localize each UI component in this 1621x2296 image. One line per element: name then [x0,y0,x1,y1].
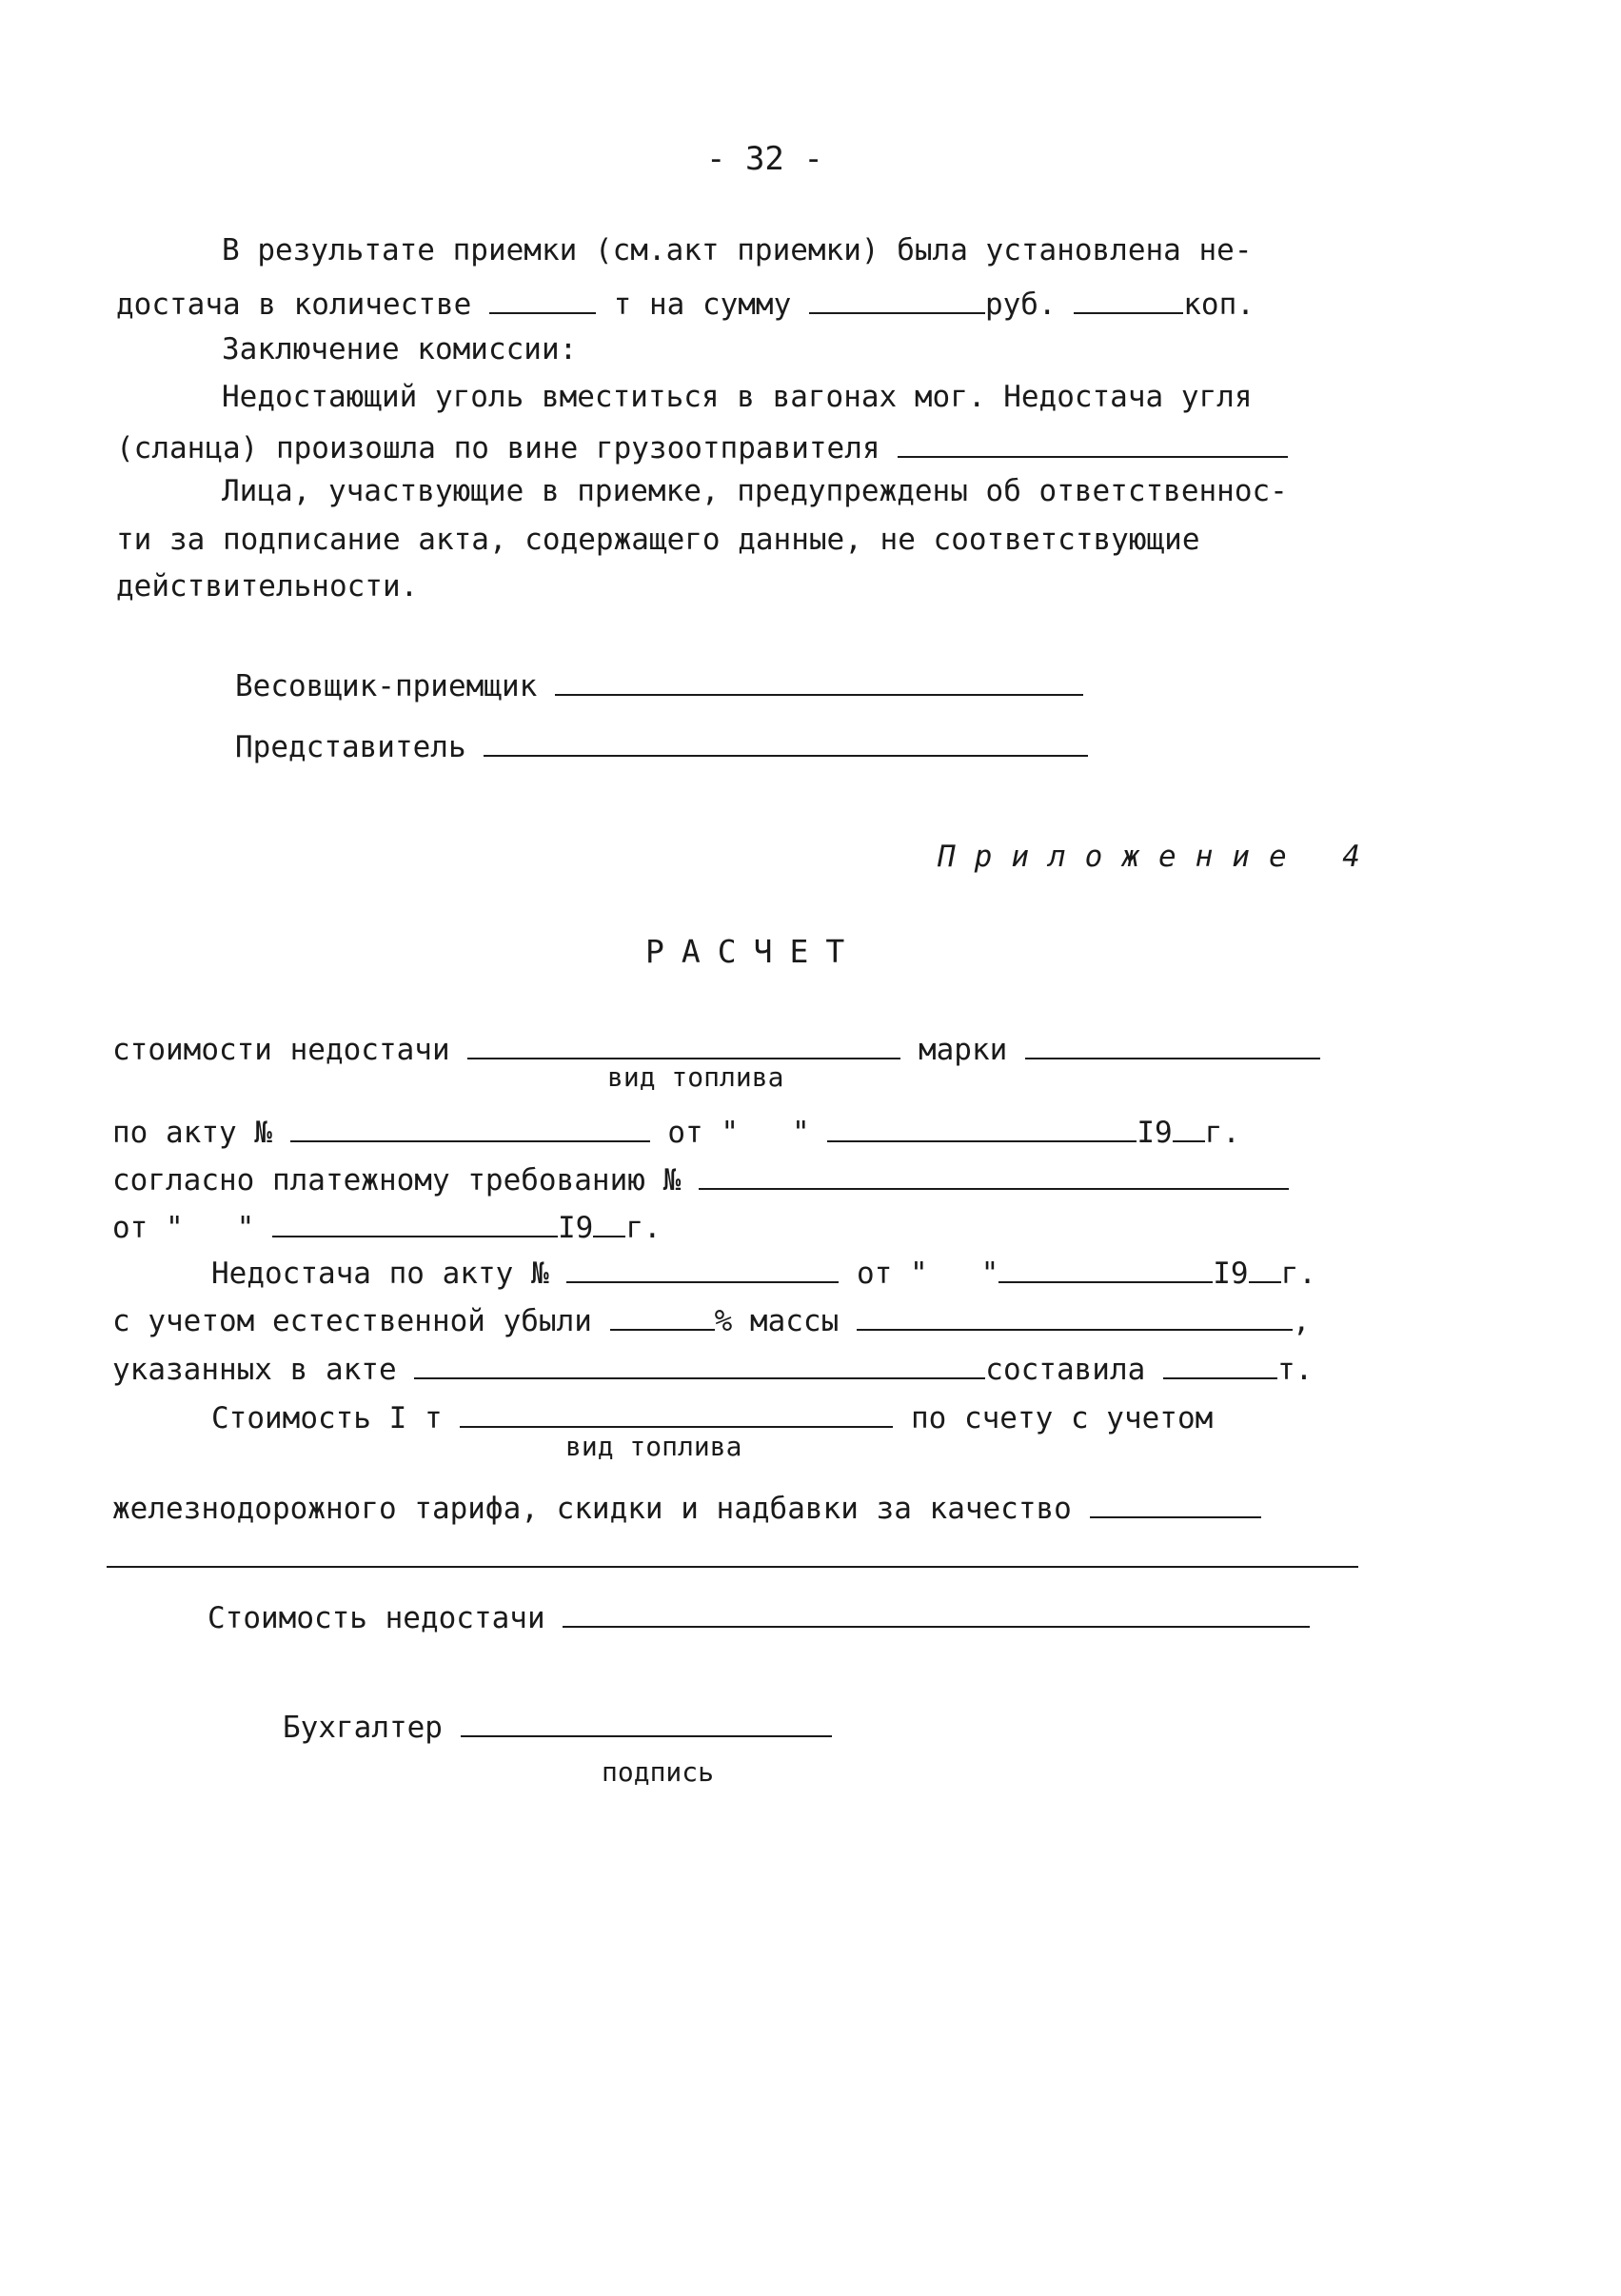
accountant-signature-field [461,1709,832,1737]
shortage-act-year-suffix: г. [1280,1257,1316,1291]
tariff-label: железнодорожного тарифа, скидки и надбавки за качество [112,1492,1072,1526]
calc-row-natural-loss [112,1302,1311,1336]
calc-row-unit-cost [211,1399,1213,1434]
representative-label: Представитель [235,730,466,764]
grade-field [1025,1031,1320,1059]
tons-label: т. [1276,1353,1314,1387]
representative-signature-field [484,728,1088,757]
cost-of-shortage-label: стоимости недостачи [112,1033,450,1067]
shortage-quantity-field [489,286,596,314]
warning-line-2: ти за подписание акта, содержащего данные, не соответствующие [116,523,1200,557]
per-invoice-label: по счету с учетом [910,1401,1214,1435]
warning-line-3: действительности. [116,569,419,604]
calc-row-total [208,1599,1310,1633]
natural-loss-percent-field [610,1302,715,1331]
tariff-field [1090,1490,1261,1518]
unit-cost-label: Стоимость I т [211,1401,443,1435]
act-number-field [290,1114,650,1142]
conclusion-line-1: Недостающий уголь вместиться в вагонах мог. Недостача угля [222,380,1253,414]
shortage-quantity-label: достача в количестве [116,287,472,322]
shortage-act-date-field [998,1255,1213,1283]
calc-row-cost [112,1031,1320,1065]
tariff-continuation-line [107,1566,1358,1568]
conclusion-heading: Заключение комиссии: [222,332,578,366]
conclusion-line-2 [116,429,1288,464]
shortage-act-year-prefix: I9 [1213,1257,1249,1291]
act-year-prefix: I9 [1137,1116,1173,1150]
shortage-act-label: Недостача по акту № [211,1257,549,1291]
shortage-act-date-label: от " " [856,1257,999,1291]
representative-signature-line [235,728,1088,762]
fuel-type-caption: вид топлива [607,1061,784,1093]
natural-loss-label: с учетом естественной убыли [112,1304,592,1338]
weigher-label: Весовщик-приемщик [235,669,538,703]
payment-year-suffix: г. [625,1211,662,1245]
rubles-label: руб. [984,287,1057,322]
payment-year-field [593,1209,625,1237]
signature-caption: подпись [602,1756,715,1788]
shortage-act-year-field [1249,1255,1281,1283]
fuel-type-field [467,1031,900,1059]
payment-demand-label: согласно платежному требованию № [112,1163,682,1197]
page-number: - 32 - [706,140,823,178]
shortage-kopecks-field [1074,286,1183,314]
act-date-label: от " " [667,1116,810,1150]
calc-row-tariff [112,1490,1261,1524]
act-year-suffix: г. [1204,1116,1240,1150]
act-number-label: по акту № [112,1116,272,1150]
shipper-fault-label: (сланца) произошла по вине грузоотправителя [116,431,880,465]
appendix-label: Приложение 4 [938,840,1379,874]
calculation-title: РАСЧЕТ [645,933,862,970]
shortage-rubles-field [809,286,985,314]
shortage-cost-label: Стоимость недостачи [208,1601,545,1635]
payment-date-label: от " " [112,1211,255,1245]
weigher-signature-line [235,667,1083,702]
calc-row-payment-date [112,1209,662,1243]
mass-field [857,1302,1293,1331]
shortage-cost-field [563,1599,1310,1628]
amounted-label: составила [985,1353,1146,1387]
shortage-act-number-field [566,1255,839,1283]
accountant-signature-line [283,1709,832,1743]
accountant-label: Бухгалтер [283,1711,443,1745]
calc-row-act [112,1114,1240,1148]
act-year-field [1173,1114,1205,1142]
warning-line-1: Лица, участвующие в приемке, предупреждены об ответственнос- [222,474,1288,508]
calc-row-payment [112,1161,1289,1196]
act-date-field [827,1114,1137,1142]
kopecks-label: коп. [1183,287,1255,322]
act-result-line-2 [116,286,1255,320]
grade-label: марки [918,1033,1008,1067]
indicated-field [414,1351,985,1379]
shortage-tons-field [1163,1351,1277,1379]
mass-comma: , [1292,1304,1311,1338]
mass-label: % массы [714,1304,840,1338]
payment-date-field [272,1209,558,1237]
shortage-sum-label: т на сумму [613,287,792,322]
act-result-line-1: В результате приемки (см.акт приемки) была установлена не- [222,233,1253,267]
payment-year-prefix: I9 [557,1211,594,1245]
calc-row-shortage-amount [112,1351,1313,1385]
indicated-in-act-label: указанных в акте [112,1353,397,1387]
weigher-signature-field [555,667,1083,696]
shipper-field [898,429,1288,458]
calc-row-shortage-act [211,1255,1316,1289]
fuel-type-caption-2: вид топлива [565,1431,742,1462]
unit-cost-fuel-field [460,1399,893,1428]
payment-demand-number-field [699,1161,1289,1190]
